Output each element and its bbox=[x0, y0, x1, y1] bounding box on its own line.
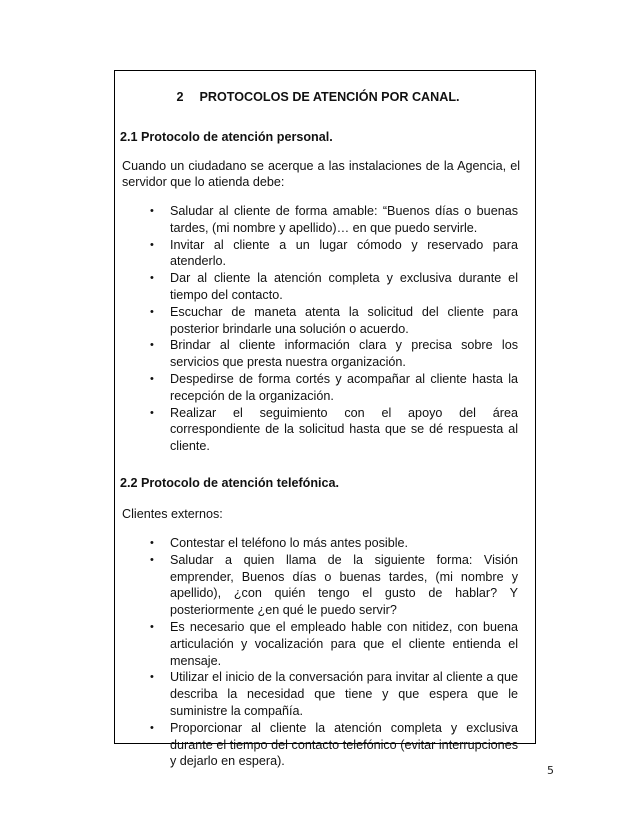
chapter-number: 2 bbox=[176, 90, 184, 104]
bullet-icon: • bbox=[150, 553, 154, 566]
bullet-icon: • bbox=[150, 620, 154, 633]
section-2-intro: Clientes externos: bbox=[122, 506, 223, 521]
list-item bbox=[150, 669, 518, 719]
list-item-text: Escuchar de maneta atenta la solicitud del cliente para posterior brindarle una solución o acuerdo. bbox=[170, 304, 518, 336]
list-item bbox=[150, 371, 518, 405]
list-item-text: Utilizar el inicio de la conversación para invitar al cliente a que describa la necesidad que tiene y que espera que le suministre la compañía. bbox=[170, 670, 518, 718]
bullet-icon: • bbox=[150, 721, 154, 734]
bullet-icon: • bbox=[150, 238, 154, 251]
list-item bbox=[150, 405, 518, 455]
list-item-text: Despedirse de forma cortés y acompañar al cliente hasta la recepción de la organización. bbox=[170, 371, 518, 403]
bullet-icon: • bbox=[150, 536, 154, 549]
bullet-icon: • bbox=[150, 272, 154, 285]
section-1-intro: Cuando un ciudadano se acerque a las instalaciones de la Agencia, el servidor que lo atienda debe: bbox=[122, 159, 520, 189]
list-item-text: Saludar a quien llama de la siguiente forma: Visión emprender, Buenos días o buenas tardes, (mi nombre y apellido), ¿con quién tengo el gusto de hablar? Y posteriormente ¿en qué le puedo servir? bbox=[170, 552, 518, 618]
list-item bbox=[150, 337, 518, 371]
section-2-bullet-list bbox=[122, 535, 518, 770]
list-item-text: Dar al cliente la atención completa y exclusiva durante el tiempo del contacto. bbox=[170, 271, 518, 302]
bullet-icon: • bbox=[150, 305, 154, 318]
chapter-title: PROTOCOLOS DE ATENCIÓN POR CANAL. bbox=[199, 90, 460, 104]
list-item-text: Es necesario que el empleado hable con nitidez, con buena articulación y vocalización para que el cliente entienda el mensaje. bbox=[170, 619, 518, 668]
document-content bbox=[122, 88, 520, 770]
list-item bbox=[150, 619, 518, 669]
bullet-icon: • bbox=[150, 339, 154, 352]
list-item bbox=[150, 720, 518, 770]
list-item bbox=[150, 304, 518, 338]
section-1-title: 2.1 Protocolo de atención personal. bbox=[120, 130, 333, 144]
list-item-text: Brindar al cliente información clara y precisa sobre los servicios que presta nuestra organización. bbox=[170, 338, 518, 370]
bullet-icon: • bbox=[150, 372, 154, 385]
page-number: 5 bbox=[547, 764, 554, 777]
list-item bbox=[150, 203, 518, 237]
list-item bbox=[150, 535, 518, 552]
bullet-icon: • bbox=[150, 671, 154, 684]
list-item bbox=[150, 270, 518, 304]
section-1-bullet-list bbox=[122, 203, 518, 455]
list-item bbox=[150, 552, 518, 619]
list-item-text: Invitar al cliente a un lugar cómodo y reservado para atenderlo. bbox=[170, 237, 518, 269]
section-2-title: 2.2 Protocolo de atención telefónica. bbox=[120, 475, 340, 490]
chapter-heading bbox=[116, 88, 520, 106]
bullet-icon: • bbox=[150, 406, 154, 419]
list-item-text: Contestar el teléfono lo más antes posible. bbox=[170, 535, 409, 550]
bullet-icon: • bbox=[150, 205, 154, 217]
list-item-text: Saludar al cliente de forma amable: “Buenos días o buenas tardes, (mi nombre y apellido)… en que puedo servirle. bbox=[170, 204, 518, 235]
list-item-text: Proporcionar al cliente la atención completa y exclusiva durante el tiempo del contacto telefónico (evitar interrupciones y dejarlo en espera). bbox=[170, 720, 518, 769]
list-item-text: Realizar el seguimiento con el apoyo del área correspondiente de la solicitud hasta que se dé respuesta al cliente. bbox=[170, 405, 518, 454]
list-item bbox=[150, 237, 518, 271]
